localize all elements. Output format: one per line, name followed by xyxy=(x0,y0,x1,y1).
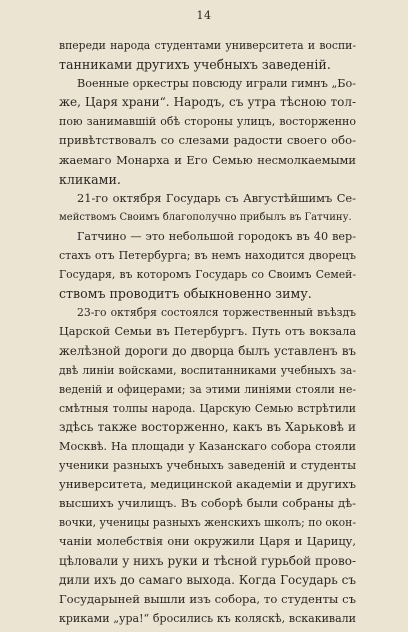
text-line: вочки, ученицы разныхъ женскихъ школъ; по окон- xyxy=(59,516,356,530)
text-line: дили ихъ до самаго выхода. Когда Государь съ xyxy=(59,572,356,587)
text-line: Гатчино — это небольшой городокъ въ 40 вер- xyxy=(77,229,356,243)
text-line: веденiй и офицерами; за этими линiями стояли не- xyxy=(59,382,356,396)
text-line: же, Царя храни“. Народъ, съ утра тѣсною тол- xyxy=(59,95,356,110)
text-line: высшихъ училищъ. Въ соборѣ были собраны дѣ- xyxy=(59,496,356,511)
text-line: криками „ура!“ бросились къ коляскѣ, вскакивали xyxy=(59,611,356,625)
text-line: кликами. xyxy=(59,171,121,187)
text-line: 21-го октября Государь съ Августѣйшимъ Се- xyxy=(77,190,356,205)
text-line: Государя, въ которомъ Государь со Своимъ Семей- xyxy=(59,268,356,282)
text-line: Военные оркестры повсюду играли гимнъ „Бо- xyxy=(77,77,356,91)
text-line: двѣ линiи войсками, воспитанниками учебныхъ за- xyxy=(59,363,356,377)
text-line: Москвѣ. На площади у Казанскаго собора стояли xyxy=(59,439,356,453)
text-line: мействомъ Своимъ благополучно прибылъ въ Гатчину. xyxy=(59,211,352,223)
text-line: здѣсь также восторженно, какъ въ Харьковѣ и xyxy=(59,419,356,434)
text-line: ученики разныхъ учебныхъ заведенiй и студенты xyxy=(59,459,356,473)
text-line: танниками другихъ учебныхъ заведенiй. xyxy=(59,57,331,73)
text-line: стахъ отъ Петербурга; въ немъ находится дворецъ xyxy=(59,249,356,263)
page-number: 14 xyxy=(196,9,212,22)
text-line: университета, медицинской академiи и другихъ xyxy=(59,477,356,492)
text-line: 23-го октября состоялся торжественный въѣздъ xyxy=(77,306,356,320)
text-line: цѣловали у нихъ руки и тѣсной гурьбой прово- xyxy=(59,553,356,568)
text-line: желѣзной дороги до дворца былъ уставленъ въ xyxy=(59,343,356,358)
body-text xyxy=(59,36,356,628)
text-line: привѣтствовалъ со слезами радости своего обо- xyxy=(59,133,356,148)
text-line: Государыней вышли изъ собора, то студенты съ xyxy=(59,591,356,606)
text-line: впереди народа студентами университета и воспи- xyxy=(59,39,356,52)
text-line: чанiи молебствiя они окружили Царя и Царицу, xyxy=(59,534,356,549)
text-line: жаемаго Монарха и Его Семью несмолкаемыми xyxy=(59,152,356,167)
text-line: смѣтныя толпы народа. Царскую Семью встрѣтили xyxy=(59,401,356,415)
text-line: пою занимавшiй обѣ стороны улицъ, восторженно xyxy=(59,115,356,129)
text-line: ствомъ проводитъ обыкновенно зиму. xyxy=(59,286,312,302)
text-line: Царской Семьи въ Петербургъ. Путь отъ вокзала xyxy=(59,325,356,339)
